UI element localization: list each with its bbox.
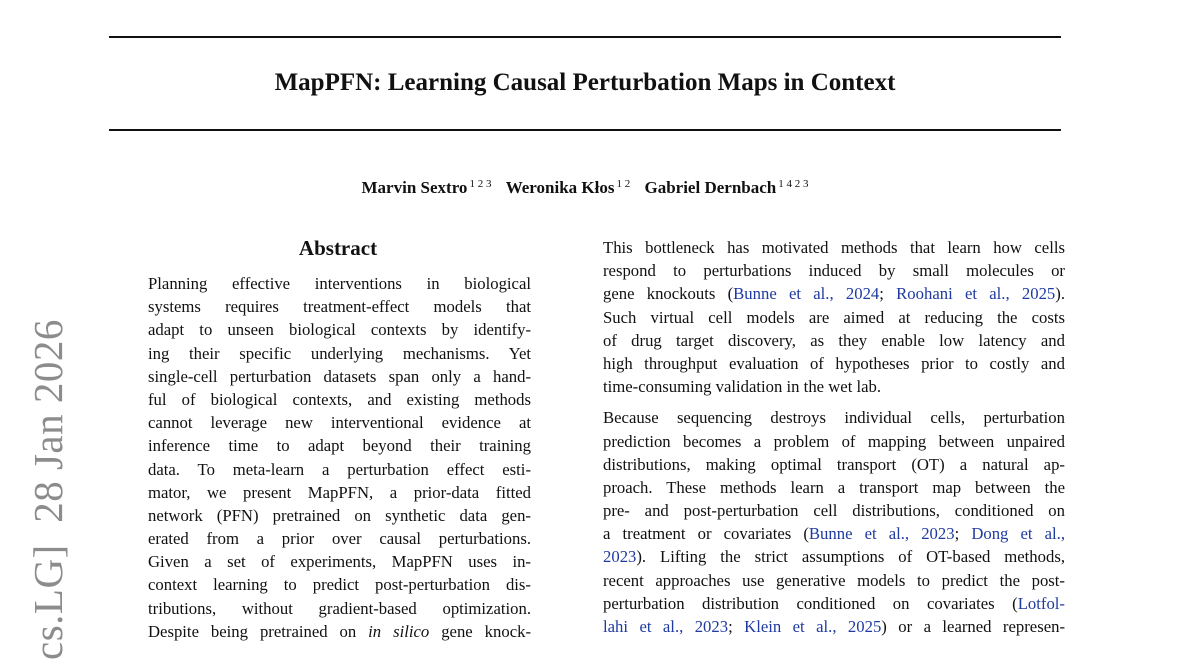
abstract-italic-term: in silico — [368, 621, 430, 641]
abstract-line — [148, 620, 531, 643]
text-run: gene knockouts ( — [603, 284, 734, 304]
text-run: ). — [1055, 284, 1065, 304]
citation-link[interactable]: 2023 — [603, 547, 637, 567]
body-line: pre- and post-perturbation cell distributions, conditioned on — [603, 501, 1065, 521]
author-name: Weronika Kłos — [505, 178, 615, 197]
body-line — [603, 282, 1065, 305]
citation-link[interactable]: Lotfol- — [1017, 593, 1065, 613]
arxiv-stamp: cs.LG] 28 Jan 2026 — [25, 319, 71, 660]
abstract-line: tributions, without gradient-based optimization. — [148, 598, 531, 618]
abstract-text-run: Despite being pretrained on — [148, 621, 369, 641]
abstract-line: erated from a prior over causal perturbations. — [148, 529, 531, 549]
body-line: prediction becomes a problem of mapping between unpaired — [603, 431, 1065, 451]
citation-link[interactable]: lahi et al., 2023 — [603, 617, 729, 636]
abstract-line: systems requires treatment-effect models that — [148, 297, 531, 317]
body-line: time-consuming validation in the wet lab. — [603, 377, 882, 397]
title-rule-top — [109, 36, 1061, 38]
author-name: Gabriel Dernbach — [644, 178, 777, 197]
text-run: a treatment or covariates ( — [603, 524, 809, 544]
abstract-line: inference time to adapt beyond their training — [148, 436, 531, 456]
citation-link[interactable]: Roohani et al., 2025 — [896, 284, 1056, 304]
text-run: perturbation distribution conditioned on covariates ( — [603, 593, 1018, 613]
body-line: Such virtual cell models are aimed at reducing the costs — [603, 307, 1065, 327]
abstract-line: Given a set of experiments, MapPFN uses in- — [148, 552, 531, 572]
author — [506, 178, 631, 197]
abstract-line: mator, we present MapPFN, a prior-data fitted — [148, 482, 531, 502]
abstract-line: cannot leverage new interventional evidence at — [148, 413, 531, 433]
author-affiliation: 1 2 — [616, 178, 631, 190]
intro-paragraph-1 — [603, 236, 1065, 398]
body-line: Because sequencing destroys individual cells, perturbation — [603, 408, 1065, 428]
author-name: Marvin Sextro — [361, 178, 468, 197]
body-line: proach. These methods learn a transport map between the — [603, 477, 1065, 497]
text-run: ). Lifting the strict assumptions of OT-based methods, — [636, 547, 1065, 567]
citation-link[interactable]: Dong et al., — [971, 524, 1066, 544]
citation-link[interactable]: Bunne et al., 2024 — [733, 284, 880, 304]
intro-column — [603, 236, 1065, 638]
author-list — [109, 172, 1061, 200]
abstract-line: Planning effective interventions in biological — [148, 274, 531, 293]
body-line — [603, 592, 1065, 615]
citation-link[interactable]: Klein et al., 2025 — [744, 617, 882, 636]
body-line: recent approaches use generative models to predict the post- — [603, 570, 1065, 590]
body-line — [603, 615, 1065, 638]
author-affiliation: 1 2 3 — [469, 178, 492, 190]
abstract-text — [148, 272, 531, 643]
body-line: respond to perturbations induced by small molecules or — [603, 261, 1065, 281]
abstract-line: ful of biological contexts, and existing methods — [148, 389, 531, 409]
abstract-line: data. To meta-learn a perturbation effect esti- — [148, 459, 531, 479]
text-run: ) or a learned represen- — [881, 617, 1066, 636]
author-affiliation: 1 4 2 3 — [778, 178, 809, 190]
abstract-text-run: gene knock- — [429, 621, 531, 641]
paper-title: MapPFN: Learning Causal Perturbation Maps in Context — [274, 69, 896, 96]
text-run: ; — [728, 617, 745, 636]
body-line: distributions, making optimal transport (OT) a natural ap- — [603, 454, 1065, 474]
author — [644, 178, 808, 197]
abstract-line: ing their specific underlying mechanisms. Yet — [148, 343, 531, 363]
abstract-line: adapt to unseen biological contexts by identify- — [148, 320, 531, 340]
body-line: of drug target discovery, as they enable low latency and — [603, 330, 1065, 350]
title-rule-bottom — [109, 129, 1061, 131]
intro-paragraph-2 — [603, 406, 1065, 638]
author — [362, 178, 492, 197]
body-line — [603, 545, 1065, 568]
citation-link[interactable]: Bunne et al., 2023 — [808, 524, 955, 544]
abstract-heading: Abstract — [298, 236, 378, 260]
abstract-line: single-cell perturbation datasets span only a hand- — [148, 366, 531, 386]
text-run: ; — [879, 284, 897, 304]
body-line — [603, 522, 1065, 545]
abstract-line: network (PFN) pretrained on synthetic data gen- — [148, 505, 531, 525]
abstract-line: context learning to predict post-perturbation dis- — [148, 575, 531, 595]
body-line: high throughput evaluation of hypotheses prior to costly and — [603, 353, 1065, 373]
text-run: ; — [954, 524, 972, 544]
body-line: This bottleneck has motivated methods that learn how cells — [603, 238, 1065, 257]
paragraph-gap — [603, 398, 1065, 406]
